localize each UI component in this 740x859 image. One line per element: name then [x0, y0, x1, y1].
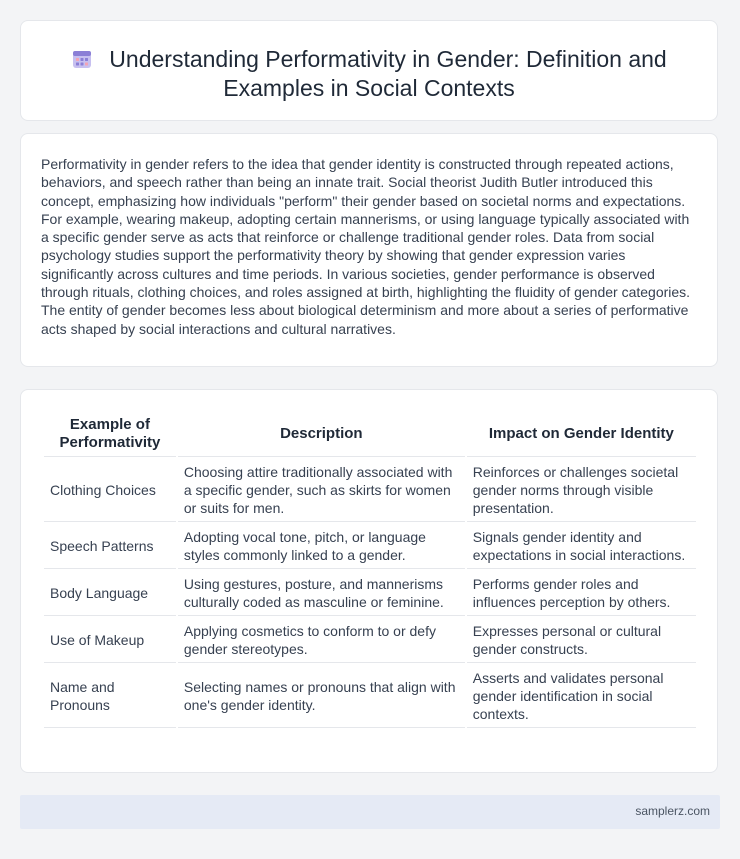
table-row — [44, 459, 696, 522]
table-cell: Asserts and validates personal gender identification in social contexts. — [467, 665, 696, 728]
table-card — [20, 389, 718, 773]
column-header: Description — [178, 412, 465, 457]
table-cell: Name and Pronouns — [44, 665, 176, 728]
table-cell: Clothing Choices — [44, 459, 176, 522]
table-cell: Using gestures, posture, and mannerisms culturally coded as masculine or feminine. — [178, 571, 465, 616]
table-cell: Choosing attire traditionally associated with a specific gender, such as skirts for women or suits for men. — [178, 459, 465, 522]
intro-card — [20, 133, 718, 367]
table-row — [44, 665, 696, 728]
table-cell: Reinforces or challenges societal gender norms through visible presentation. — [467, 459, 696, 522]
table-cell: Adopting vocal tone, pitch, or language styles commonly linked to a gender. — [178, 524, 465, 569]
column-header: Example of Performativity — [44, 412, 176, 457]
table-row — [44, 524, 696, 569]
table-row — [44, 618, 696, 663]
footer-site-link[interactable]: samplerz.com — [635, 804, 710, 818]
table-header-row — [44, 412, 696, 457]
table-cell: Selecting names or pronouns that align with one's gender identity. — [178, 665, 465, 728]
table-cell: Speech Patterns — [44, 524, 176, 569]
page-title-wrap — [21, 45, 717, 103]
table-cell: Body Language — [44, 571, 176, 616]
intro-paragraph: Performativity in gender refers to the idea that gender identity is constructed through repeated actions, behaviors, and speech rather than being an innate trait. Social theorist Judith Butler introduced this concept, emphasizing how individuals "perform" their gender based on societal norms and expectations. For example, wearing makeup, adopting certain mannerisms, or using language typically associated with a specific gender serve as acts that reinforce or challenge traditional gender roles. Data from social psychology studies support the performativity theory by showing that gender expression varies significantly across cultures and time periods. In various societies, gender performance is observed through rituals, clothing choices, and roles assigned at birth, highlighting the fluidity of gender categories. The entity of gender becomes less about biological determinism and more about a series of performative acts shaped by social interactions and cultural narratives. — [41, 156, 691, 337]
table-cell: Performs gender roles and influences perception by others. — [467, 571, 696, 616]
page-title: Understanding Performativity in Gender: Definition and Examples in Social Contexts — [109, 46, 667, 101]
table-cell: Signals gender identity and expectations in social interactions. — [467, 524, 696, 569]
table-cell: Applying cosmetics to conform to or defy gender stereotypes. — [178, 618, 465, 663]
footer-bar — [20, 795, 720, 829]
column-header: Impact on Gender Identity — [467, 412, 696, 457]
calendar-icon — [71, 48, 93, 70]
performativity-table — [42, 410, 698, 730]
table-cell: Expresses personal or cultural gender constructs. — [467, 618, 696, 663]
table-row — [44, 571, 696, 616]
header-card — [20, 20, 718, 121]
table-cell: Use of Makeup — [44, 618, 176, 663]
